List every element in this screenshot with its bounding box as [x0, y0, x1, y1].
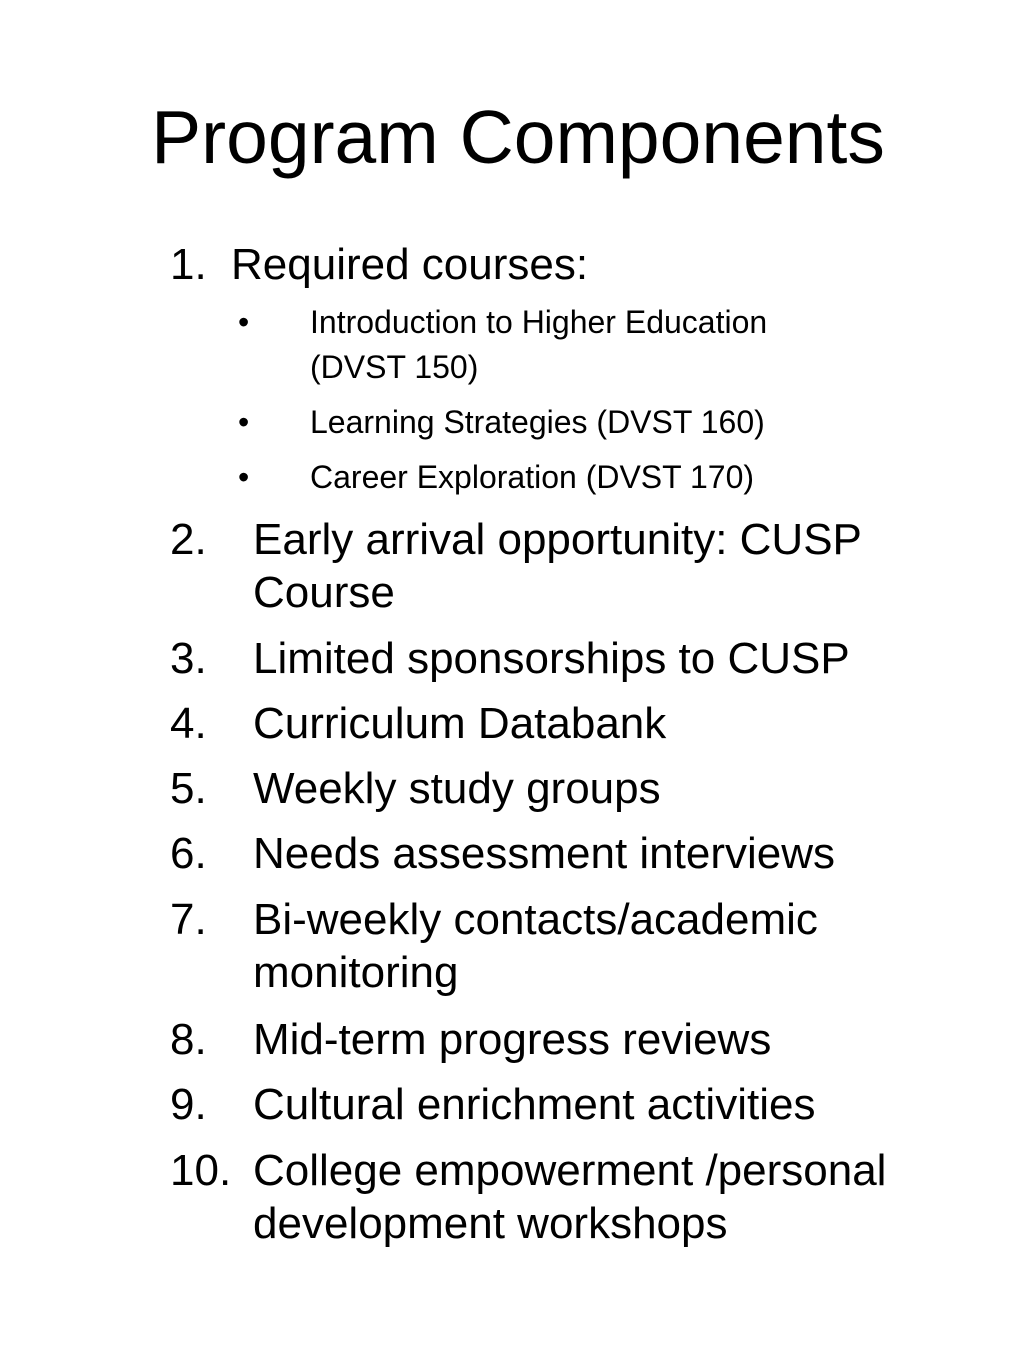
sub-list-item-text [310, 300, 767, 390]
list-item-line: Early arrival opportunity: CUSP [253, 515, 862, 564]
sub-list-item-text: Career Exploration (DVST 170) [310, 459, 755, 495]
slide-title: Program Components [151, 95, 885, 179]
sub-list-item-line: Introduction to Higher Education [310, 304, 768, 340]
list-item-number: 10. [170, 1146, 232, 1195]
list-item-line: development workshops [253, 1199, 728, 1248]
list-item-number: 1. [170, 240, 207, 289]
sub-list-item-line: (DVST 150) [310, 349, 479, 385]
list-item-text: Curriculum Databank [253, 699, 667, 748]
list-item-number: 7. [170, 895, 207, 944]
list-item-text: Mid-term progress reviews [253, 1015, 772, 1064]
bullet-icon: • [238, 304, 250, 340]
list-item-number: 2. [170, 515, 207, 564]
list-item-text [253, 513, 862, 619]
list-item-number: 6. [170, 829, 207, 878]
list-item-text: Needs assessment interviews [253, 829, 836, 878]
bullet-icon: • [238, 404, 250, 440]
list-item-number: 9. [170, 1080, 207, 1129]
list-item-text: Limited sponsorships to CUSP [253, 634, 850, 683]
list-item-text: Cultural enrichment activities [253, 1080, 816, 1129]
list-item-number: 4. [170, 699, 207, 748]
list-item-label: Required courses: [231, 240, 589, 289]
list-item-number: 5. [170, 764, 207, 813]
list-item-line: monitoring [253, 948, 459, 997]
sub-list-item-text: Learning Strategies (DVST 160) [310, 404, 765, 440]
list-item-text [253, 893, 818, 999]
list-item-text: Weekly study groups [253, 764, 661, 813]
list-item-number: 3. [170, 634, 207, 683]
list-item-line: Bi-weekly contacts/academic [253, 895, 818, 944]
list-item-text [253, 1144, 886, 1250]
bullet-icon: • [238, 459, 250, 495]
list-item-line: College empowerment /personal [253, 1146, 887, 1195]
list-item-line: Course [253, 568, 395, 617]
list-item-number: 8. [170, 1015, 207, 1064]
